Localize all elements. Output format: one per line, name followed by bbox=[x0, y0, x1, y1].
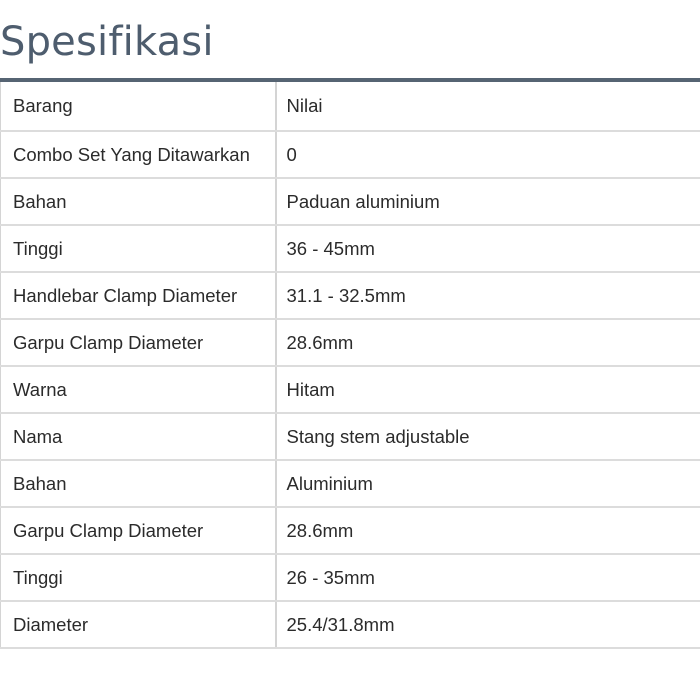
table-row bbox=[1, 507, 700, 554]
spec-key: Handlebar Clamp Diameter bbox=[1, 272, 276, 319]
column-header-item: Barang bbox=[1, 82, 276, 131]
table-row bbox=[1, 554, 700, 601]
spec-key: Bahan bbox=[1, 460, 276, 507]
column-header-value: Nilai bbox=[276, 82, 700, 131]
spec-value: 36 - 45mm bbox=[276, 225, 700, 272]
spec-value: Hitam bbox=[276, 366, 700, 413]
spec-value: 25.4/31.8mm bbox=[276, 601, 700, 648]
spec-value: Stang stem adjustable bbox=[276, 413, 700, 460]
table-header-row bbox=[1, 82, 700, 131]
spec-value: 28.6mm bbox=[276, 319, 700, 366]
table-row bbox=[1, 413, 700, 460]
spec-key: Garpu Clamp Diameter bbox=[1, 319, 276, 366]
spec-value: 26 - 35mm bbox=[276, 554, 700, 601]
spec-key: Garpu Clamp Diameter bbox=[1, 507, 276, 554]
spec-key: Warna bbox=[1, 366, 276, 413]
spec-key: Combo Set Yang Ditawarkan bbox=[1, 131, 276, 178]
spec-value: 31.1 - 32.5mm bbox=[276, 272, 700, 319]
table-row bbox=[1, 225, 700, 272]
table-row bbox=[1, 178, 700, 225]
spec-key: Tinggi bbox=[1, 225, 276, 272]
spec-table bbox=[0, 82, 700, 649]
table-row bbox=[1, 601, 700, 648]
spec-value: 28.6mm bbox=[276, 507, 700, 554]
table-row bbox=[1, 272, 700, 319]
spec-key: Nama bbox=[1, 413, 276, 460]
spec-key: Diameter bbox=[1, 601, 276, 648]
table-row bbox=[1, 366, 700, 413]
spec-value: 0 bbox=[276, 131, 700, 178]
table-row bbox=[1, 460, 700, 507]
spec-key: Tinggi bbox=[1, 554, 276, 601]
table-row bbox=[1, 319, 700, 366]
page-title: Spesifikasi bbox=[0, 19, 214, 65]
spec-key: Bahan bbox=[1, 178, 276, 225]
table-row bbox=[1, 131, 700, 178]
spec-value: Paduan aluminium bbox=[276, 178, 700, 225]
spec-value: Aluminium bbox=[276, 460, 700, 507]
